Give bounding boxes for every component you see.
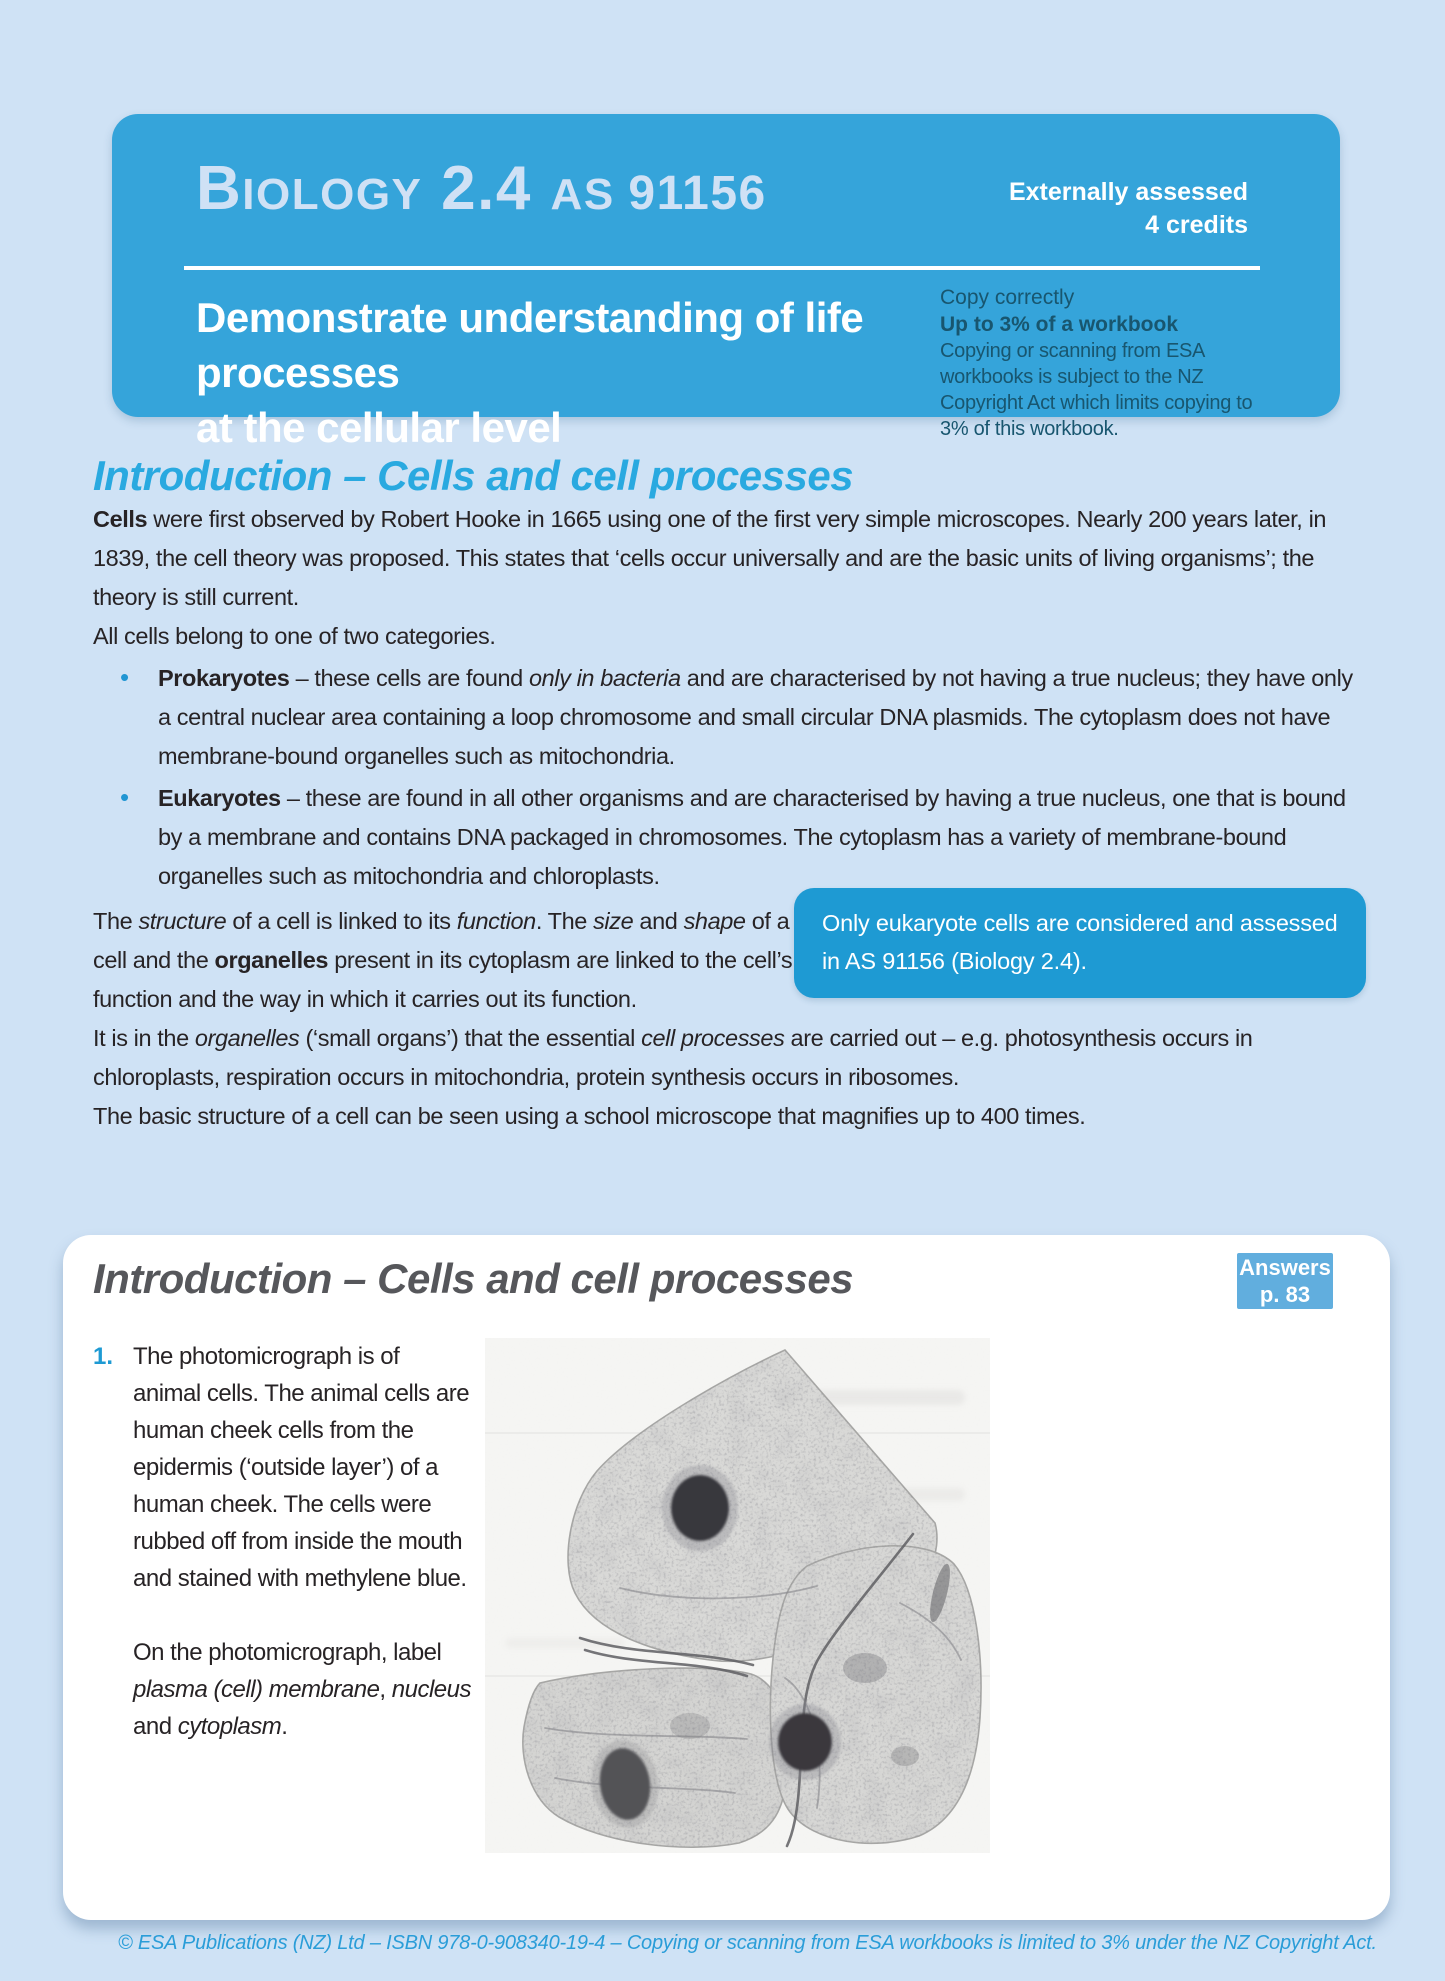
question-text xyxy=(133,1338,473,1745)
intro-paragraph-2: All cells belong to one of two categories. xyxy=(93,623,496,649)
assessment-credits: 4 credits xyxy=(1145,211,1248,239)
worksheet-card xyxy=(63,1235,1390,1920)
bullet-item-prokaryotes xyxy=(93,659,1360,776)
chapter-subtitle-line1: Demonstrate understanding of life processes xyxy=(196,294,864,396)
bullet-dot-icon: • xyxy=(120,782,129,812)
intro-paragraph-1: Cells were first observed by Robert Hooke in 1665 using one of the first very simple microscopes. Nearly 200 years later, in 1839, the cell theory was proposed. This states that ‘cells occur universally and are the basic units of living organisms’; the theory is still current. xyxy=(93,506,1327,610)
intro-section xyxy=(93,452,1360,1136)
chapter-subtitle-line2: at the cellular level xyxy=(196,404,562,451)
answers-badge-page: p. 83 xyxy=(1259,1282,1311,1307)
page-footer: © ESA Publications (NZ) Ltd – ISBN 978-0-908340-19-4 – Copying or scanning from ESA workbooks is limited to 3% under the NZ Copyright Act. xyxy=(118,1932,1377,1954)
question-number: 1. xyxy=(93,1343,114,1370)
chapter-subtitle xyxy=(196,290,966,455)
cheek-cells-photomicrograph-svg xyxy=(485,1338,990,1853)
chapter-header-inner xyxy=(184,114,1260,451)
intro-paragraph-4: It is in the organelles (‘small organs’) that the essential cell processes are carried out – e.g. photosynthesis occurs in chloroplasts, respiration occurs in mitochondria, protein synthesis occurs in ribosomes. xyxy=(93,1025,1253,1090)
chapter-title: BIOLOGY 2.4 AS 91156 xyxy=(196,154,767,223)
intro-paragraph-3: The structure of a cell is linked to its function. The size and shape of a cell and the organelles present in its cytoplasm are linked to the cell’s function and the way in which it carries out its function. xyxy=(93,908,793,1012)
bullet-text: Prokaryotes – these cells are found only in bacteria and are characterised by not having a true nucleus; they have only a central nuclear area containing a loop chromosome and small circular DNA plasmids. The cytoplasm does not have membrane-bound organelles such as mitochondria. xyxy=(158,665,1353,769)
question-text-part2: On the photomicrograph, label plasma (cell) membrane, nucleus and cytoplasm. xyxy=(133,1639,471,1740)
divider-rule xyxy=(184,266,1260,270)
note-callout: Only eukaryote cells are considered and assessed in AS 91156 (Biology 2.4). xyxy=(794,888,1366,998)
cell-category-list xyxy=(93,659,1360,896)
copy-notice-limit: Up to 3% of a workbook xyxy=(940,313,1179,336)
chapter-header xyxy=(112,114,1340,451)
bullet-text: Eukaryotes – these are found in all other organisms and are characterised by having a true nucleus, one that is bound by a membrane and contains DNA packaged in chromosomes. The cytoplasm has a variety of membrane-bound organelles such as mitochondria and chloroplasts. xyxy=(158,785,1346,889)
worksheet-heading: Introduction – Cells and cell processes xyxy=(93,1255,854,1302)
answers-badge xyxy=(1237,1253,1333,1309)
copy-notice-title: Copy correctly xyxy=(940,286,1075,309)
section-heading: Introduction – Cells and cell processes xyxy=(93,452,854,499)
bullet-item-eukaryotes xyxy=(93,779,1360,896)
answers-badge-label: Answers xyxy=(1239,1255,1331,1280)
question-text-part1: The photomicrograph is of animal cells. The animal cells are human cheek cells from the epidermis (‘outside layer’) of a human cheek. The cells were rubbed off from inside the mouth and stained with methylene blue. xyxy=(133,1343,470,1592)
copy-notice-body: Copying or scanning from ESA workbooks is subject to the NZ Copyright Act which limits copying to 3% of this workbook. xyxy=(940,340,1253,440)
bullet-dot-icon: • xyxy=(120,662,129,692)
assessment-info xyxy=(1009,176,1248,242)
question-1 xyxy=(93,1338,990,1853)
copy-notice xyxy=(940,284,1260,442)
intro-paragraph-5: The basic structure of a cell can be seen using a school microscope that magnifies up to 400 times. xyxy=(93,1103,1086,1129)
assessment-type: Externally assessed xyxy=(1008,178,1248,206)
structure-function-block xyxy=(93,902,1360,1019)
cheek-cells-photomicrograph xyxy=(485,1338,990,1853)
